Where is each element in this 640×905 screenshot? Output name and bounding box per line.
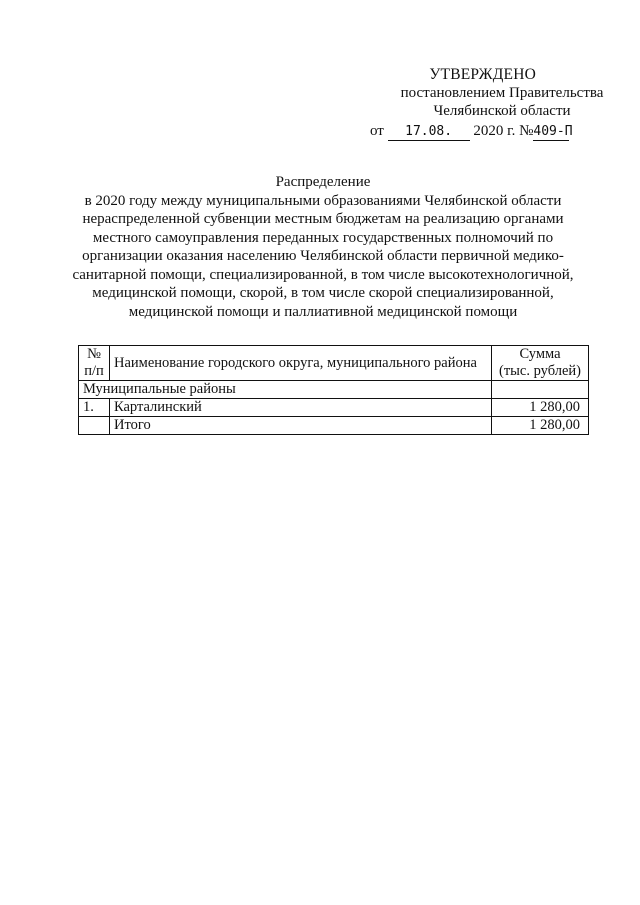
approval-date-line bbox=[370, 122, 632, 141]
approval-from-prefix: от bbox=[370, 123, 384, 139]
group-label: Муниципальные районы bbox=[79, 381, 492, 399]
table-header-row bbox=[79, 346, 589, 381]
table-group-row bbox=[79, 381, 589, 399]
group-sum-empty bbox=[492, 381, 589, 399]
table-row bbox=[79, 399, 589, 417]
total-sum: 1 280,00 bbox=[492, 417, 589, 435]
total-label: Итого bbox=[110, 417, 492, 435]
row-sum: 1 280,00 bbox=[492, 399, 589, 417]
header-name: Наименование городского округа, муниципального района bbox=[110, 346, 492, 381]
total-num bbox=[79, 417, 110, 435]
document-title: Распределение bbox=[275, 174, 371, 190]
approval-year-text: 2020 г. № bbox=[473, 123, 534, 139]
header-sum bbox=[492, 346, 589, 381]
document-heading bbox=[60, 173, 586, 321]
approval-region-line: Челябинской области bbox=[433, 103, 571, 119]
approval-decree-line: постановлением Правительства bbox=[400, 85, 604, 101]
document-subtitle: в 2020 году между муниципальными образованиями Челябинской области нераспределенной субвенции местным бюджетам на реализацию органами местного самоуправления переданных государственных полномочий по организации оказания населению Челябинской области первичной медико-санитарной помощи, специализированной, в том числе высокотехнологичной, медицинской помощи, скорой, в том числе скорой специализированной, медицинской помощи и паллиативной медицинской помощи bbox=[72, 192, 574, 320]
distribution-table bbox=[78, 345, 589, 435]
header-num-line1: № bbox=[87, 346, 101, 362]
table-total-row bbox=[79, 417, 589, 435]
header-num-line2: п/п bbox=[84, 363, 104, 379]
header-sum-line2: (тыс. рублей) bbox=[499, 363, 581, 379]
approval-number: 409-П bbox=[533, 124, 573, 139]
header-sum-line1: Сумма bbox=[519, 346, 561, 362]
row-name: Карталинский bbox=[110, 399, 492, 417]
approval-date: 17.08. bbox=[388, 124, 470, 141]
row-num: 1. bbox=[79, 399, 110, 417]
header-num bbox=[79, 346, 110, 381]
approval-block bbox=[370, 66, 632, 141]
approval-stamp: УТВЕРЖДЕНО bbox=[429, 66, 536, 83]
